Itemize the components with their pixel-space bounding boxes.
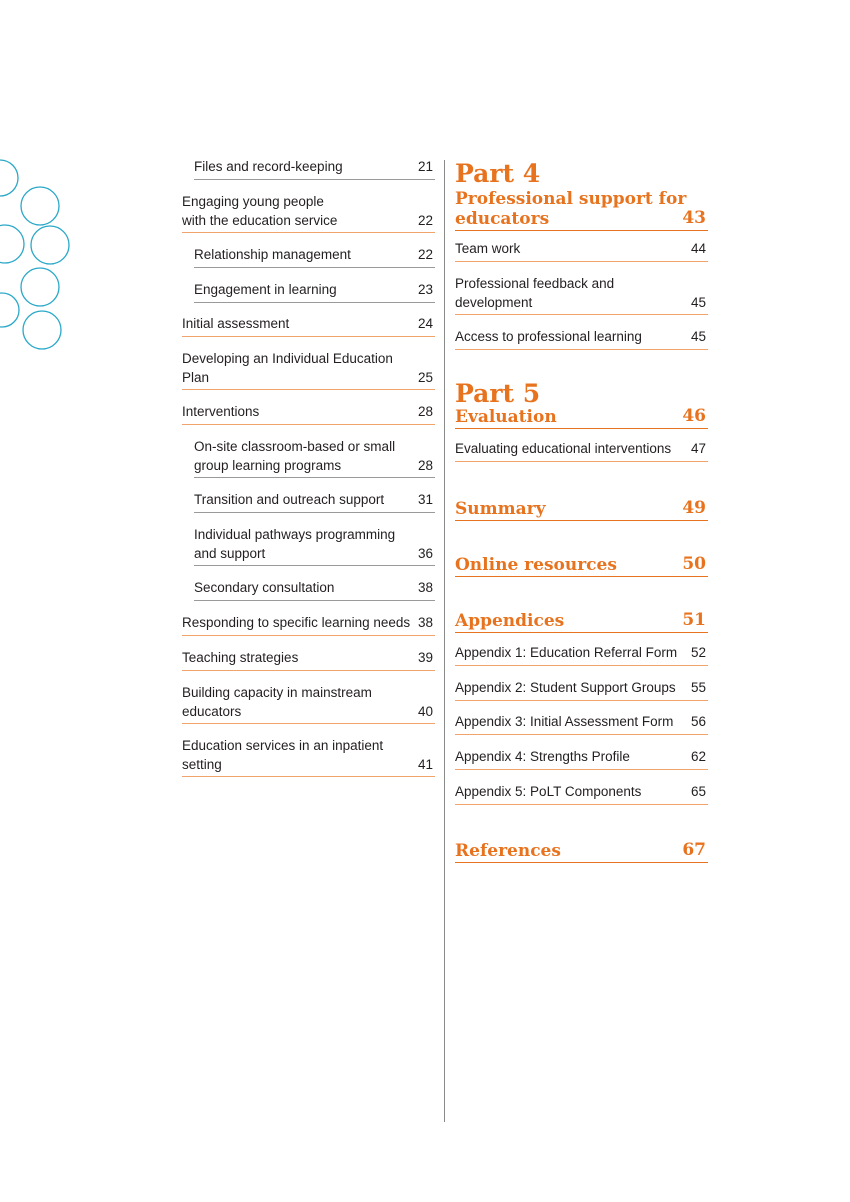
toc-entry[interactable]: Interventions 28 xyxy=(182,403,435,425)
toc-entry[interactable]: Appendix 2: Student Support Groups 55 xyxy=(455,679,708,701)
toc-entry[interactable]: Developing an Individual Education Plan 25 xyxy=(182,350,435,390)
part-4-label: Part 4 xyxy=(455,159,541,188)
part-4-heading[interactable]: Professional support for educators 43 xyxy=(455,189,706,229)
toc-entry[interactable]: Evaluating educational interventions 47 xyxy=(455,440,708,462)
online-resources-heading[interactable]: Online resources 50 xyxy=(455,554,706,575)
part-5-heading[interactable]: Evaluation 46 xyxy=(455,406,706,427)
toc-entry[interactable]: Responding to specific learning needs 38 xyxy=(182,614,435,636)
decorative-circles xyxy=(0,150,70,350)
toc-entry[interactable]: Individual pathways programming and support 36 xyxy=(194,526,435,566)
toc-entry[interactable]: Team work 44 xyxy=(455,240,708,262)
toc-entry[interactable]: Appendix 1: Education Referral Form 52 xyxy=(455,644,708,666)
toc-entry[interactable]: On-site classroom-based or small group learning programs 28 xyxy=(194,438,435,478)
toc-entry[interactable]: Appendix 4: Strengths Profile 62 xyxy=(455,748,708,770)
toc-entry[interactable]: Engaging young people with the education service 22 xyxy=(182,193,435,233)
appendices-heading[interactable]: Appendices 51 xyxy=(455,610,706,631)
toc-entry[interactable]: Appendix 3: Initial Assessment Form 56 xyxy=(455,713,708,735)
toc-entry[interactable]: Files and record-keeping 21 xyxy=(194,158,435,180)
toc-entry[interactable]: Access to professional learning 45 xyxy=(455,328,708,350)
toc-entry[interactable]: Relationship management 22 xyxy=(194,246,435,268)
toc-entry[interactable]: Engagement in learning 23 xyxy=(194,281,435,303)
toc-entry[interactable]: Initial assessment 24 xyxy=(182,315,435,337)
toc-entry[interactable]: Teaching strategies 39 xyxy=(182,649,435,671)
part-5-label: Part 5 xyxy=(455,379,541,408)
toc-entry[interactable]: Transition and outreach support 31 xyxy=(194,491,435,513)
toc-entry[interactable]: Appendix 5: PoLT Components 65 xyxy=(455,783,708,805)
toc-entry[interactable]: Professional feedback and development 45 xyxy=(455,275,708,315)
summary-heading[interactable]: Summary 49 xyxy=(455,498,706,519)
column-divider xyxy=(444,160,445,1122)
toc-entry[interactable]: Building capacity in mainstream educators 40 xyxy=(182,684,435,724)
references-heading[interactable]: References 67 xyxy=(455,840,706,861)
toc-entry[interactable]: Secondary consultation 38 xyxy=(194,579,435,601)
toc-entry[interactable]: Education services in an inpatient setting 41 xyxy=(182,737,435,777)
